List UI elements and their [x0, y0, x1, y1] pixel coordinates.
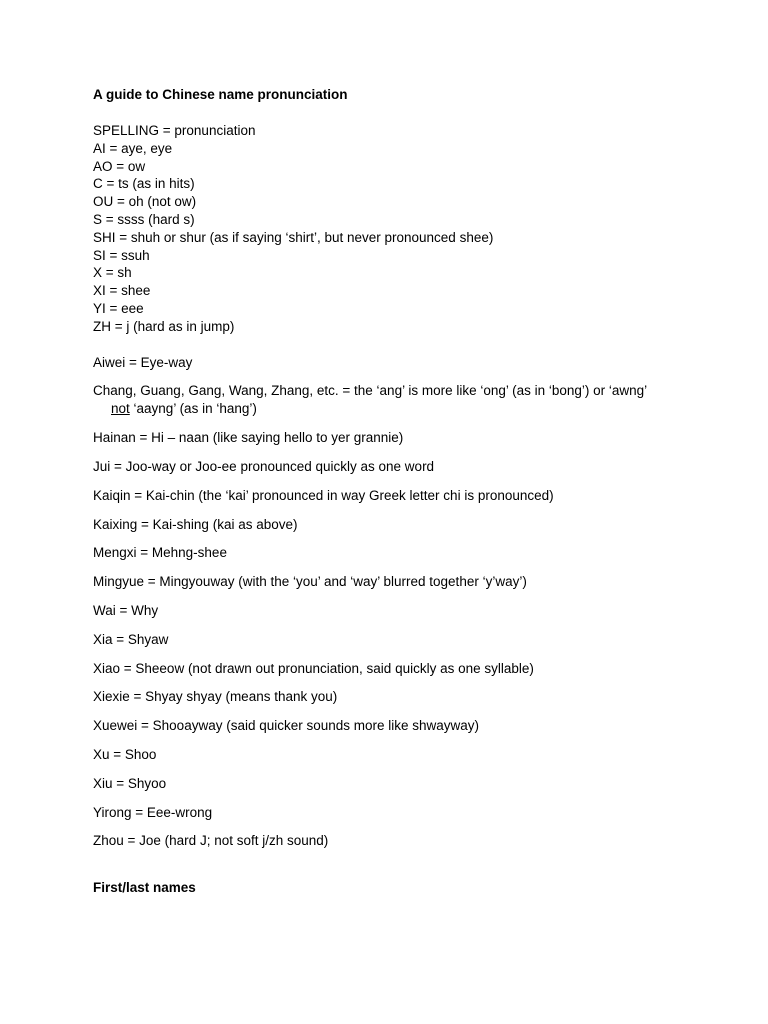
- name-entry-text: Xiexie = Shyay shyay (means thank you): [93, 689, 338, 705]
- key-line: S = ssss (hard s): [93, 211, 195, 227]
- key-line: AI = aye, eye: [93, 140, 173, 156]
- name-entry-text: Mengxi = Mehng-shee: [93, 545, 227, 561]
- key-line: SI = ssuh: [93, 247, 150, 263]
- key-line: SHI = shuh or shur (as if saying ‘shirt’, but never pronounced shee): [93, 229, 494, 245]
- name-entry-text: Aiwei = Eye-way: [93, 354, 193, 370]
- name-entry-text: Xuewei = Shooayway (said quicker sounds more like shwayway): [93, 718, 480, 734]
- document-body: [93, 86, 693, 897]
- name-entry: [93, 688, 693, 706]
- name-entry-text: Xia = Shyaw: [93, 631, 169, 647]
- name-entry-text: Jui = Joo-way or Joo-ee pronounced quickly as one word: [93, 458, 435, 474]
- key-line: C = ts (as in hits): [93, 176, 195, 192]
- name-entry-continuation-text: ‘aayng’ (as in ‘hang’): [129, 401, 257, 417]
- name-entry: [93, 602, 693, 620]
- name-entry: [93, 631, 693, 649]
- name-entry-text: Yirong = Eee-wrong: [93, 804, 213, 820]
- section-heading: First/last names: [93, 880, 196, 896]
- name-entry-text: Zhou = Joe (hard J; not soft j/zh sound): [93, 833, 329, 849]
- key-line: XI = shee: [93, 283, 151, 299]
- name-entry-text: Kaixing = Kai-shing (kai as above): [93, 516, 298, 532]
- name-entry-text: Wai = Why: [93, 602, 159, 618]
- name-entry-text: Xu = Shoo: [93, 746, 157, 762]
- key-line: ZH = j (hard as in jump): [93, 318, 235, 334]
- name-entry: [93, 775, 693, 793]
- name-entry: [93, 832, 693, 850]
- name-entry-text: Hainan = Hi – naan (like saying hello to yer grannie): [93, 430, 404, 446]
- document-title: A guide to Chinese name pronunciation: [93, 87, 348, 102]
- key-line: YI = eee: [93, 300, 144, 316]
- key-line: AO = ow: [93, 158, 146, 174]
- key-line: OU = oh (not ow): [93, 194, 197, 210]
- name-entry: [93, 382, 693, 418]
- name-entry: [93, 746, 693, 764]
- name-entry: [93, 804, 693, 822]
- name-entry: [93, 660, 693, 678]
- name-entry-text: Xiao = Sheeow (not drawn out pronunciation, said quickly as one syllable): [93, 660, 534, 676]
- name-entry-text: Kaiqin = Kai-chin (the ‘kai’ pronounced in way Greek letter chi is pronounced): [93, 487, 554, 503]
- name-entry-text: Chang, Guang, Gang, Wang, Zhang, etc. = the ‘ang’ is more like ‘ong’ (as in ‘bong’) or ‘awng’: [93, 383, 648, 399]
- name-entry: [93, 487, 693, 505]
- name-entry: [93, 354, 693, 372]
- name-entry-text: Xiu = Shyoo: [93, 775, 167, 791]
- name-entry-text: Mingyue = Mingyouway (with the ‘you’ and ‘way’ blurred together ‘y’way’): [93, 574, 527, 590]
- key-line: X = sh: [93, 265, 132, 281]
- name-entry-continuation: [93, 400, 693, 418]
- spelling-key-list: [93, 122, 693, 336]
- underlined-word: not: [111, 401, 130, 417]
- name-entry: [93, 516, 693, 534]
- name-entry: [93, 458, 693, 476]
- name-entry: [93, 544, 693, 562]
- name-entry: [93, 429, 693, 447]
- name-entry: [93, 573, 693, 591]
- name-entry: [93, 717, 693, 735]
- name-pronunciation-list: [93, 354, 693, 851]
- key-line: SPELLING = pronunciation: [93, 123, 256, 138]
